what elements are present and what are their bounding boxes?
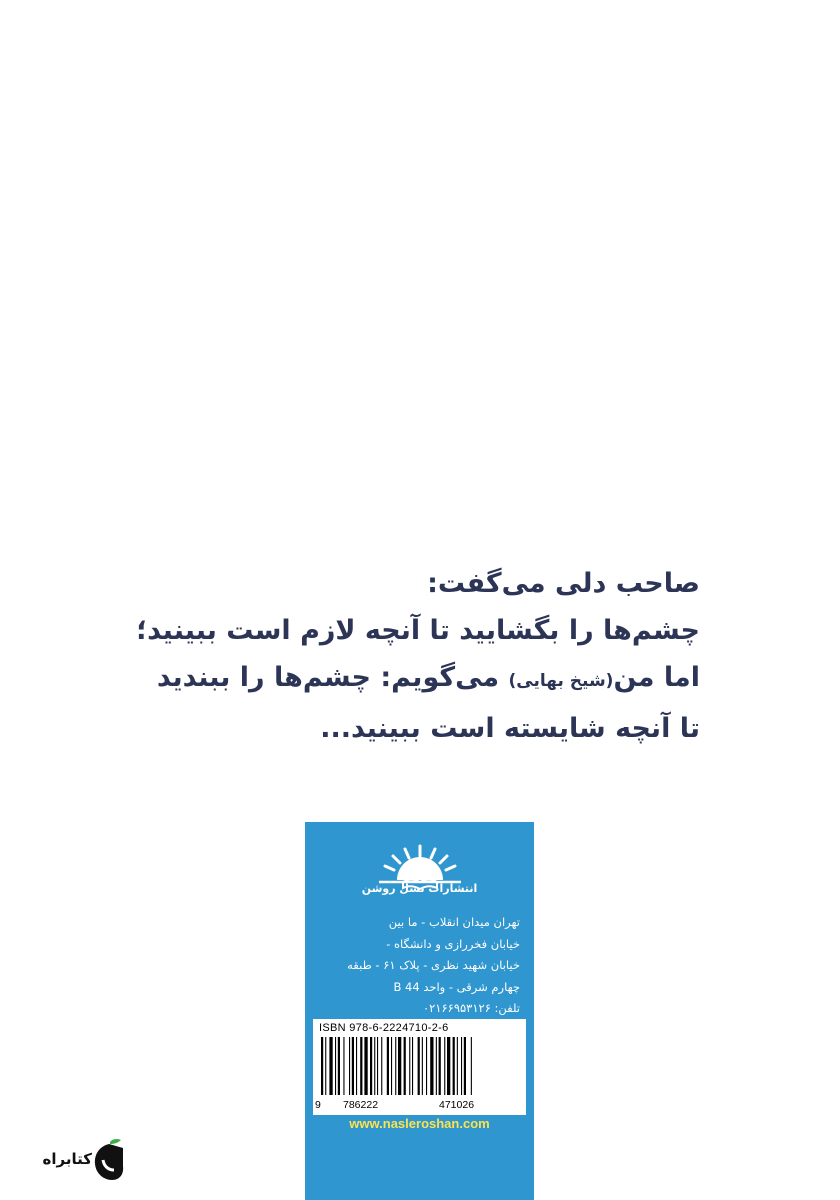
barcode-digits-left: 786222 <box>343 1099 379 1111</box>
back-cover-quote <box>136 560 700 752</box>
ketabrah-logo-icon <box>92 1138 126 1182</box>
quote-attribution: (شیخ بهایی) <box>508 671 614 691</box>
address-line: تهران میدان انقلاب - ما بین <box>388 915 520 929</box>
address-line: خیابان فخررازی و دانشگاه - <box>386 936 520 951</box>
quote-line-1: صاحب دلی می‌گفت: <box>427 568 700 599</box>
publisher-panel <box>305 822 534 1200</box>
address-line: چهارم شرقی - واحد 44 B <box>393 979 520 994</box>
barcode-digit-first: 9 <box>315 1099 321 1111</box>
address-line: خیابان شهید نظری - پلاک ۶۱ - طبقه <box>347 958 520 972</box>
barcode-bars <box>321 1037 517 1095</box>
brand-name: کتابراه <box>42 1150 92 1168</box>
brand-watermark <box>14 1138 126 1182</box>
phone-line: تلفن: ۰۲۱۶۶۹۵۳۱۲۶ <box>422 1001 520 1015</box>
quote-line-2: چشم‌ها را بگشایید تا آنچه لازم است ببینید؛ <box>136 615 700 646</box>
isbn-label: ISBN 978-6-2224710-2-6 <box>319 1022 449 1034</box>
publisher-address <box>315 912 520 1020</box>
quote-line-3-start: اما من <box>613 662 700 693</box>
quote-line-3 <box>140 654 700 705</box>
quote-line-4: تا آنچه شایسته است ببینید... <box>320 713 700 744</box>
quote-line-3-end: می‌گویم: چشم‌ها را ببندید <box>156 662 509 693</box>
publisher-website: www.nasleroshan.com <box>349 1116 490 1131</box>
isbn-barcode <box>313 1019 526 1115</box>
publisher-name: انتشارات نسل روشن <box>361 882 478 895</box>
barcode-digits-right: 471026 <box>439 1099 475 1111</box>
